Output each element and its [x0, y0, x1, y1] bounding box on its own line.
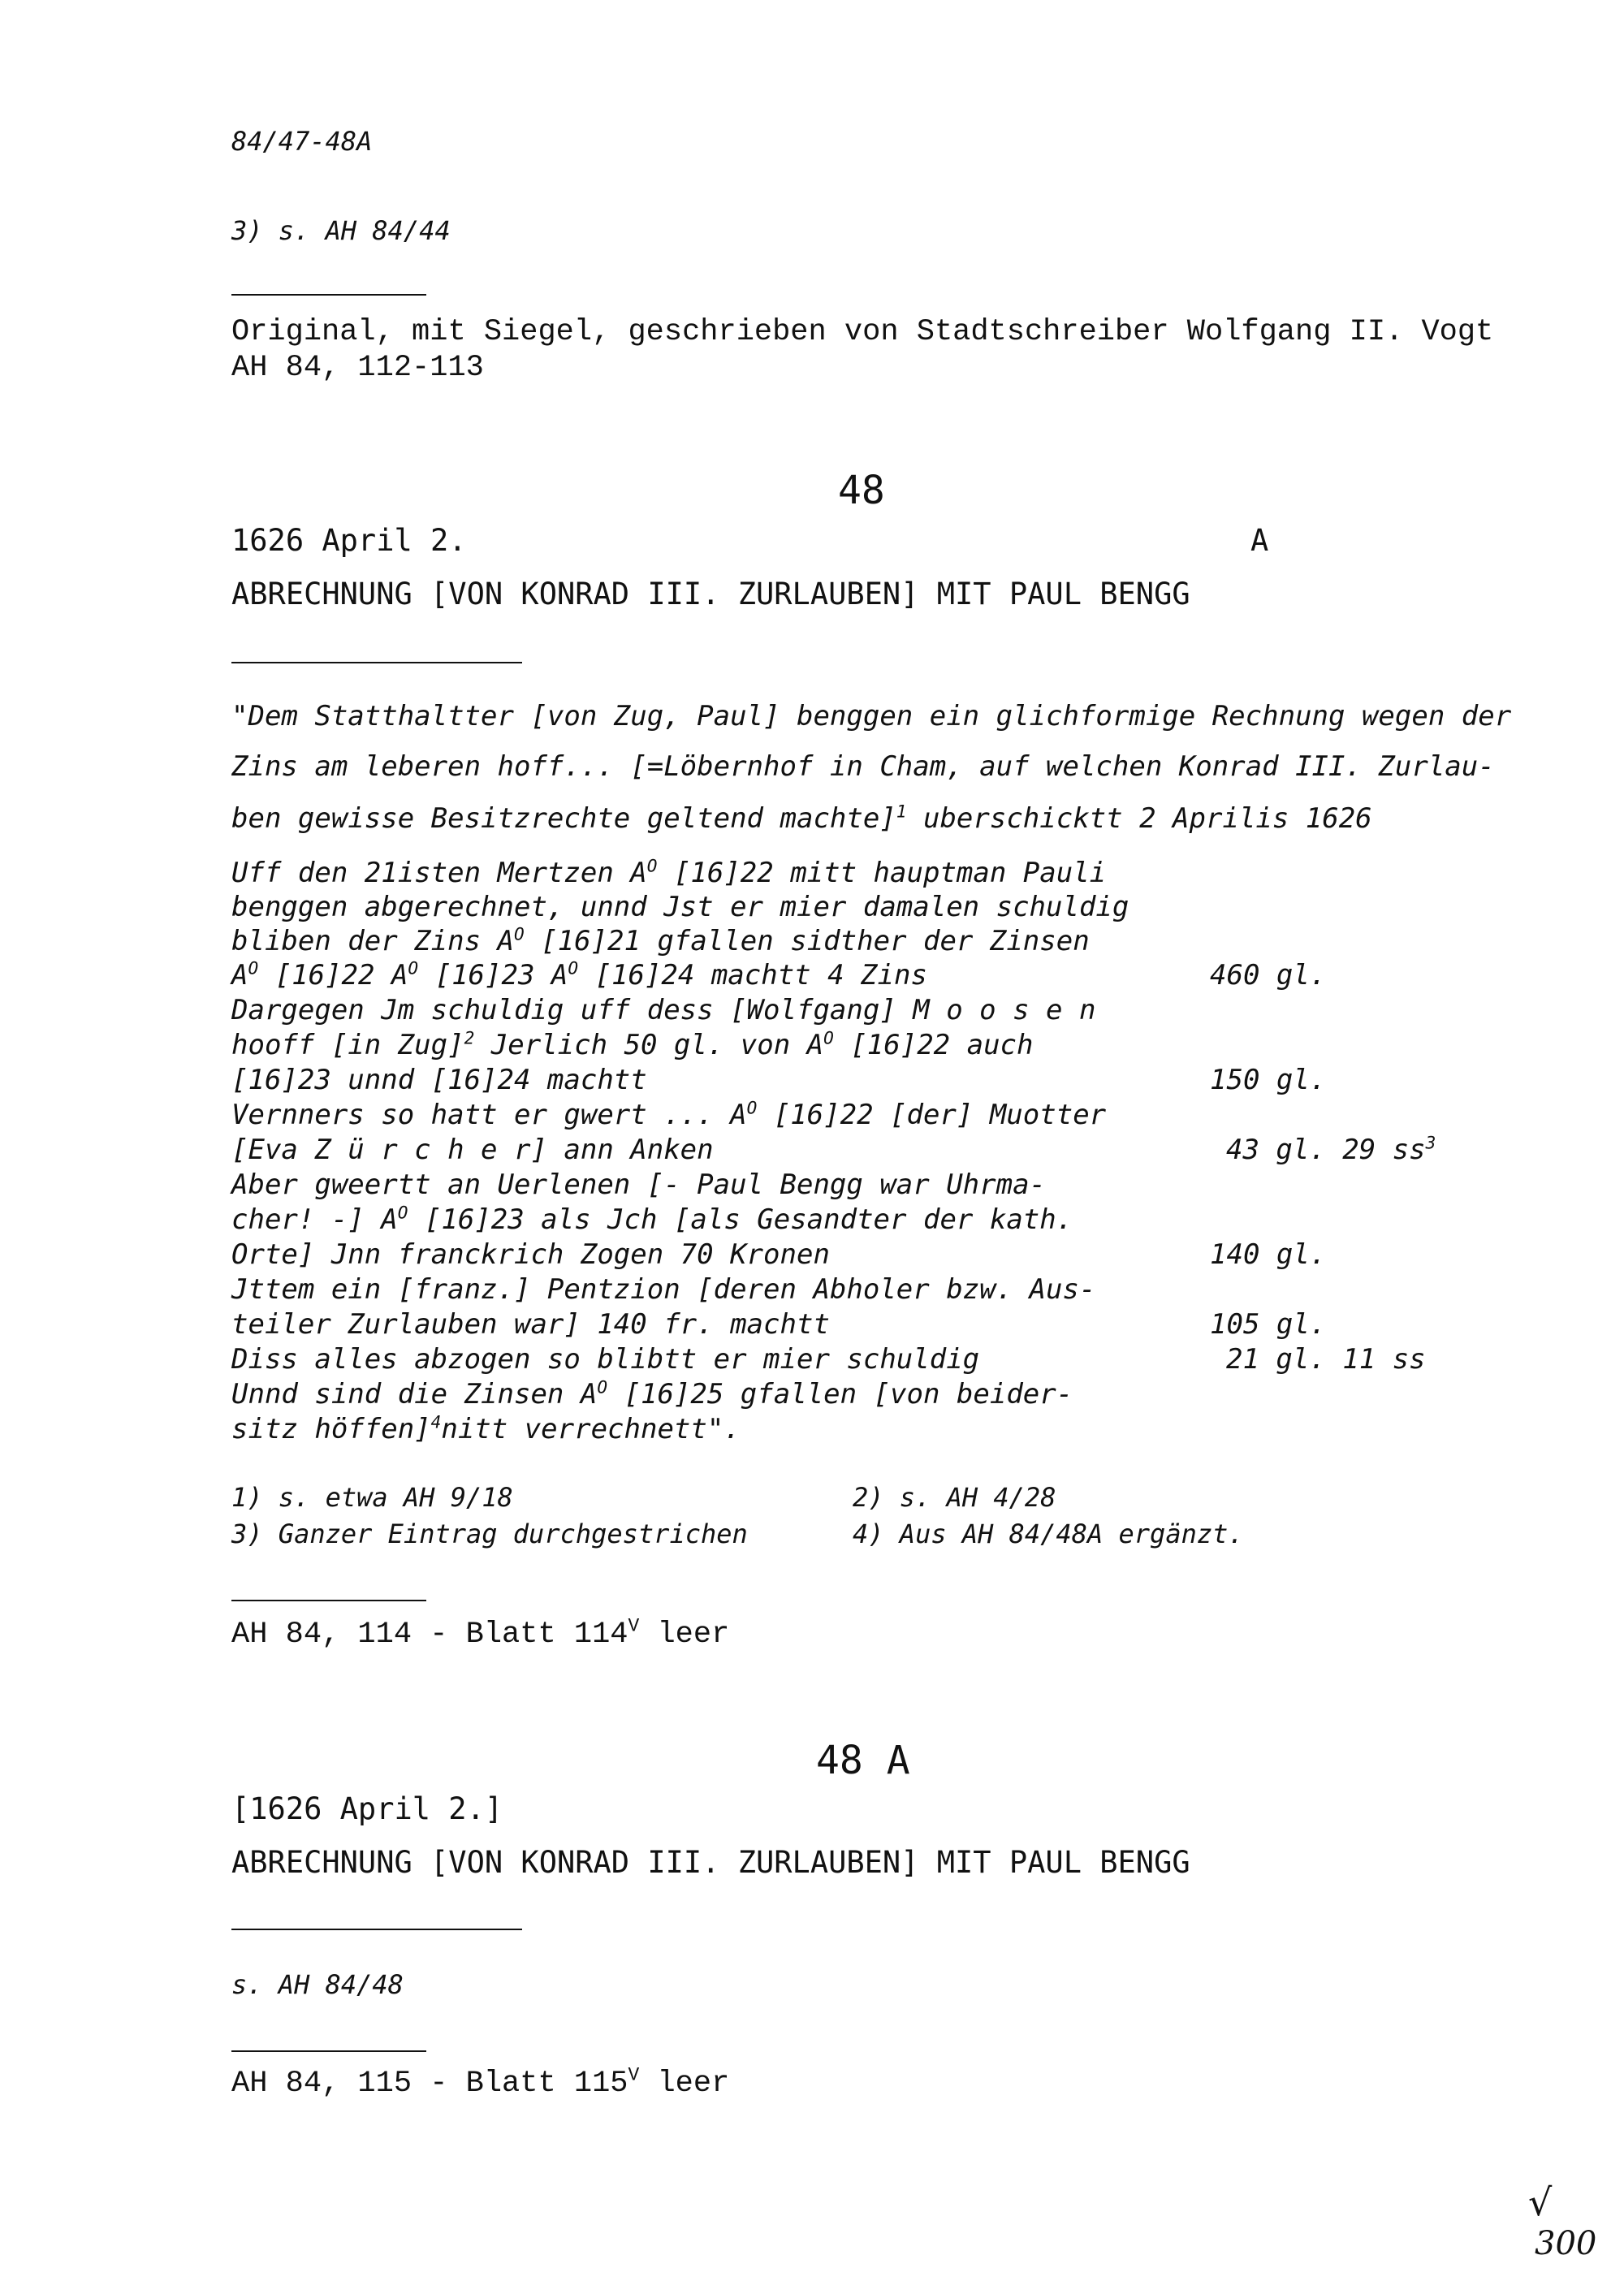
entry-line: Aber gweertt an Uerlenen [- Paul Bengg war Uhrma- [231, 1169, 1047, 1201]
document-number: 48 [838, 468, 885, 513]
amount-150: 150 gl. [1210, 1064, 1327, 1096]
footnote-3: 3) Ganzer Eintrag durchgestrichen [231, 1519, 748, 1549]
document-date: 1626 April 2. [231, 523, 467, 558]
divider [231, 1929, 522, 1930]
entry-line: cher! -] $A^O$ [16]23 als Jch [als Gesandter der kath. [231, 1202, 1073, 1236]
entry-line: Uff den 21isten Mertzen $A^O$ [16]22 mitt hauptman Pauli [231, 855, 1107, 889]
entry-line: hooff [in Zug]$^2$ Jerlich 50 gl. von $A^O$ [16]22 auch [231, 1027, 1034, 1061]
source-line-2: AH 84, 112-113 [231, 351, 484, 385]
page-reference: 84/47-48A [231, 126, 373, 157]
entry-line: teiler Zurlauben war] 140 fr. machtt [231, 1308, 830, 1341]
reference-48a: s. AH 84/48 [231, 1969, 404, 2000]
quote-line-1: "Dem Statthaltter [von Zug, Paul] benggen ein glichformige Rechnung wegen der [231, 700, 1512, 732]
handwritten-page-number: 300 [1535, 2225, 1597, 2262]
divider [231, 662, 522, 663]
source-48: AH 84, 114 - Blatt $114^V$ leer [231, 1615, 730, 1652]
header-footnote-3: 3) s. AH 84/44 [231, 215, 451, 246]
amount-140: 140 gl. [1210, 1238, 1327, 1271]
entry-line: $A^O$ [16]22 $A^O$ [16]23 $A^O$ [16]24 machtt 4 Zins [231, 957, 927, 991]
document-number-48a: 48 A [816, 1738, 910, 1783]
quote-line-2: Zins am leberen hoff... [=Löbernhof in Cham, auf welchen Konrad III. Zurlau- [231, 750, 1495, 783]
document-title: ABRECHNUNG [VON KONRAD III. ZURLAUBEN] MIT PAUL BENGG [231, 577, 1190, 611]
entry-line: Vernners so hatt er gwert ... $A^O$ [16]22 [der] Muotter [231, 1097, 1107, 1131]
entry-line: sitz höffen]$^4$nitt verrechnett". [231, 1411, 741, 1445]
entry-line: Diss alles abzogen so blibtt er mier schuldig [231, 1343, 980, 1376]
entry-line: Orte] Jnn franckrich Zogen 70 Kronen [231, 1238, 830, 1271]
amount-21: 21 gl. 11 ss [1226, 1343, 1426, 1376]
document-date-48a: [1626 April 2.] [231, 1791, 503, 1826]
amount-105: 105 gl. [1210, 1308, 1327, 1341]
document-marker: A [1250, 523, 1269, 558]
footnote-4: 4) Aus AH 84/48A ergänzt. [853, 1519, 1244, 1549]
entry-line: [16]23 unnd [16]24 machtt [231, 1064, 647, 1096]
entry-line: bliben der Zins $A^O$ [16]21 gfallen sidther der Zinsen [231, 923, 1090, 957]
divider [231, 294, 426, 296]
document-title-48a: ABRECHNUNG [VON KONRAD III. ZURLAUBEN] MIT PAUL BENGG [231, 1845, 1190, 1880]
entry-line: benggen abgerechnet, unnd Jst er mier damalen schuldig [231, 891, 1129, 923]
footnote-2: 2) s. AH 4/28 [853, 1482, 1056, 1513]
amount-460: 460 gl. [1210, 959, 1327, 991]
quote-line-3: ben gewisse Besitzrechte geltend machte]$^1$ uberschicktt 2 Aprilis 1626 [231, 801, 1372, 835]
check-mark: √ [1528, 2180, 1553, 2224]
source-48a: AH 84, 115 - Blatt $115^V$ leer [231, 2064, 730, 2101]
amount-43: 43 gl. 29 $ss^3$ [1226, 1132, 1436, 1166]
entry-line: Dargegen Jm schuldig uff dess [Wolfgang] M o o s e n [231, 994, 1096, 1026]
footnote-1: 1) s. etwa AH 9/18 [231, 1482, 513, 1513]
entry-line: Jttem ein [franz.] Pentzion [deren Abholer bzw. Aus- [231, 1273, 1096, 1306]
source-line-1: Original, mit Siegel, geschrieben von Stadtschreiber Wolfgang II. Vogt [231, 315, 1494, 349]
entry-line: [Eva Z ü r c h e r] ann Anken [231, 1134, 714, 1166]
divider [231, 2050, 426, 2052]
entry-line: Unnd sind die Zinsen $A^O$ [16]25 gfallen [von beider- [231, 1376, 1073, 1411]
divider [231, 1600, 426, 1601]
